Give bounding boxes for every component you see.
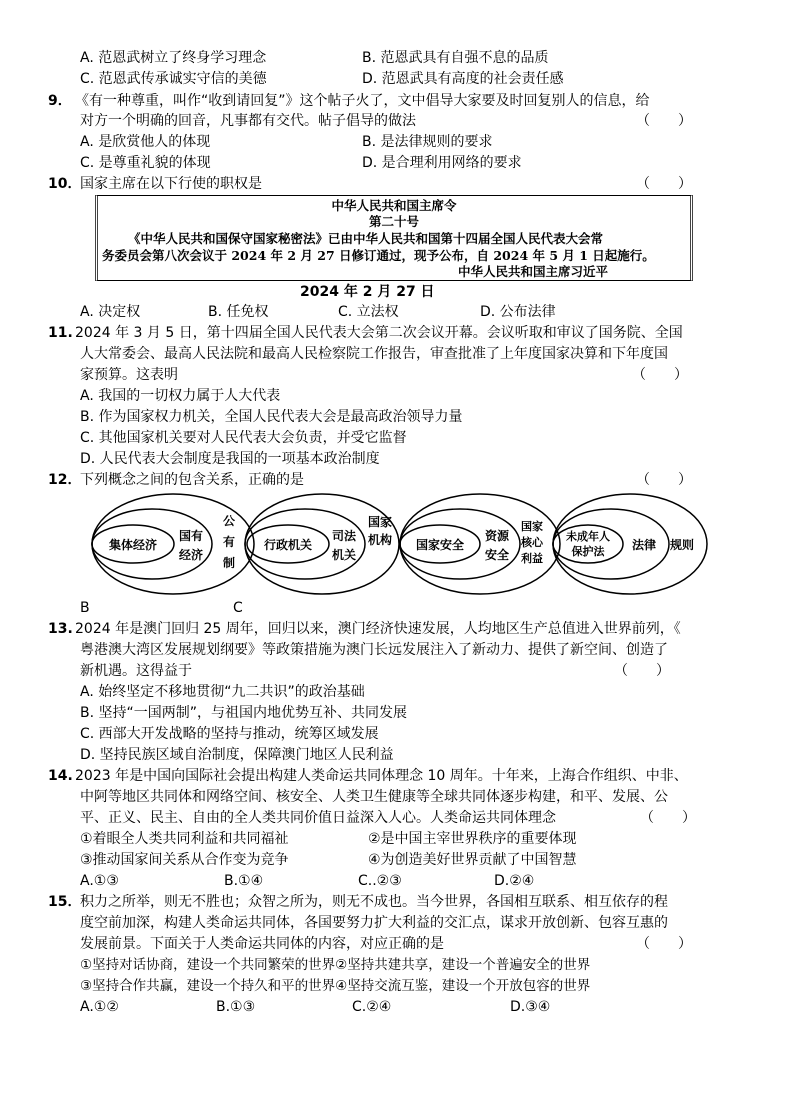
q9-number: 9． [48, 93, 72, 109]
decree-signature: 中华人民共和国主席习近平 [458, 264, 609, 279]
diagram-3 [400, 494, 560, 594]
q11-stem-line3: 家预算。这表明 [80, 367, 178, 383]
diagram-2-outer-label-a: 国家 [367, 515, 393, 529]
q15-option-c: C.②④ [352, 999, 392, 1015]
diagram-3-middle-label-a: 资源 [484, 529, 510, 543]
q14-number: 14. [48, 768, 73, 784]
q13-number: 13. [48, 621, 73, 637]
diagram-1-outer-label-b: 有 [222, 535, 236, 549]
q15-option-d: D.③④ [510, 999, 551, 1015]
q10-number: 10． [48, 176, 82, 192]
q9-stem-line1: 《有一种尊重，叫作“收到请回复”》这个帖子火了，文中倡导大家要及时回复别人的信息，给 [75, 93, 650, 109]
q9-option-c: C. 是尊重礼貌的体现 [80, 155, 211, 171]
q10-option-c: C. 立法权 [338, 304, 399, 320]
q13-option-c: C. 西部大开发战略的坚持与推动，统筹区域发展 [80, 726, 379, 742]
diagram-1 [92, 494, 254, 594]
q11-option-b: B. 作为国家权力机关，全国人民代表大会是最高政治领导力量 [80, 409, 463, 425]
q14-option-b: B.①④ [224, 873, 264, 889]
q15-option-a: A.①② [80, 999, 119, 1015]
q9-option-d: D. 是合理利用网络的要求 [362, 155, 522, 171]
q15-statements-1-2: ①坚持对话协商，建设一个共同繁荣的世界②坚持共建共享，建设一个普遍安全的世界 [80, 957, 591, 973]
diagram-4-middle-label: 法律 [631, 538, 657, 552]
q9-answer-blank: （ ） [636, 113, 692, 129]
diagram-4 [553, 494, 707, 594]
q15-number: 15． [48, 894, 82, 910]
diagram-2-outer-label-b: 机构 [367, 533, 393, 547]
q14-statement-2: ②是中国主宰世界秩序的重要体现 [368, 831, 577, 847]
diagram-3-outer-label-a: 国家 [521, 520, 543, 533]
q13-stem-line3: 新机遇。这得益于 [80, 663, 192, 679]
q11-number: 11. [48, 325, 73, 341]
diagram-3-outer-label-c: 利益 [521, 552, 543, 565]
q14-statement-3: ③推动国家间关系从合作变为竞争 [80, 852, 289, 868]
diagram-1-outer-label-c: 制 [222, 556, 236, 570]
q13-answer-blank: （ ） [614, 663, 670, 679]
diagram-3-inner-label: 国家安全 [415, 538, 465, 552]
q10-option-d: D. 公布法律 [480, 304, 556, 320]
q9-option-a: A. 是欣赏他人的体现 [80, 134, 211, 150]
q15-answer-blank: （ ） [636, 936, 692, 952]
diagram-1-middle-label-b: 经济 [178, 548, 204, 562]
diagram-2 [245, 494, 399, 594]
q15-option-b: B.①③ [216, 999, 256, 1015]
q14-option-c: C..②③ [358, 873, 402, 889]
q13-stem-line2: 粤港澳大湾区发展规划纲要》等政策措施为澳门长远发展注入了新动力、提供了新空间、创造了 [80, 642, 668, 658]
q8-option-a: A. 范恩武树立了终身学习理念 [80, 50, 267, 66]
diagram-3-outer-label-b: 核心 [521, 536, 543, 549]
decree-title: 中华人民共和国主席令 [331, 198, 457, 213]
q11-answer-blank: （ ） [632, 367, 688, 383]
q9-stem-line2: 对方一个明确的回音，凡事都有交代。帖子倡导的做法 [80, 113, 416, 129]
diagram-4-outer-label: 规则 [669, 538, 695, 552]
q8-option-b: B. 范恩武具有自强不息的品质 [362, 50, 549, 66]
q14-statement-4: ④为创造美好世界贡献了中国智慧 [368, 852, 577, 868]
q14-statement-1: ①着眼全人类共同利益和共同福祉 [80, 831, 289, 847]
q11-option-d: D. 人民代表大会制度是我国的一项基本政治制度 [80, 451, 380, 467]
q12-label-c: C [233, 600, 243, 616]
decree-body-line2: 务委员会第八次会议于 2024 年 2 月 27 日修订通过，现予公布，自 2024 年 5 月 1 日起施行。 [102, 248, 655, 263]
q10-answer-blank: （ ） [636, 176, 692, 192]
q10-option-b: B. 任免权 [208, 304, 269, 320]
q14-option-d: D.②④ [494, 873, 535, 889]
diagram-1-outer-label-a: 公 [222, 514, 236, 528]
diagram-1-middle-label-a: 国有 [178, 529, 204, 543]
diagram-4-inner-label-b: 保护法 [571, 545, 605, 558]
q10-stem: 国家主席在以下行使的职权是 [80, 176, 262, 192]
q9-option-b: B. 是法律规则的要求 [362, 134, 493, 150]
q12-stem: 下列概念之间的包含关系，正确的是 [80, 472, 304, 488]
q8-option-d: D. 范恩武具有高度的社会责任感 [362, 71, 564, 87]
q15-stem-line2: 度空前加深，构建人类命运共同体，各国要努力扩大利益的交汇点，谋求开放创新、包容互惠的 [80, 915, 668, 931]
diagram-3-middle-label-b: 安全 [484, 548, 510, 562]
diagram-1-inner-label: 集体经济 [108, 538, 158, 552]
q8-option-c: C. 范恩武传承诚实守信的美德 [80, 71, 267, 87]
q14-stem-line1: 2023 年是中国向国际社会提出构建人类命运共同体理念 10 周年。十年来，上海合作组织、中非、 [75, 768, 688, 784]
diagram-2-middle-label-b: 机关 [331, 548, 357, 562]
q11-stem-line2: 人大常委会、最高人民法院和最高人民检察院工作报告，审查批准了上年度国家决算和下年度国 [80, 346, 668, 362]
q12-answer-blank: （ ） [636, 472, 692, 488]
q14-answer-blank: （ ） [640, 810, 696, 826]
q10-option-a: A. 决定权 [80, 304, 141, 320]
q13-stem-line1: 2024 年是澳门回归 25 周年，回归以来，澳门经济快速发展，人均地区生产总值进入世界前列，《 [75, 621, 681, 637]
q15-stem-line1: 积力之所举，则无不胜也；众智之所为，则无不成也。当今世界，各国相互联系、相互依存的程 [80, 894, 668, 910]
q14-option-a: A.①③ [80, 873, 119, 889]
diagram-2-inner-label: 行政机关 [263, 538, 313, 552]
q12-number: 12． [48, 472, 82, 488]
q13-option-b: B. 坚持“一国两制”，与祖国内地优势互补、共同发展 [80, 705, 408, 721]
q15-statements-3-4: ③坚持合作共赢，建设一个持久和平的世界④坚持交流互鉴，建设一个开放包容的世界 [80, 978, 591, 994]
q10-decree-date: 2024 年 2 月 27 日 [300, 284, 435, 300]
q13-option-d: D. 坚持民族区域自治制度，保障澳门地区人民利益 [80, 747, 394, 763]
decree-number: 第二十号 [368, 214, 419, 229]
decree-body-line1: 《中华人民共和国保守国家秘密法》已由中华人民共和国第十四届全国人民代表大会常 [128, 231, 604, 246]
q12-label-b: B [80, 600, 90, 616]
q15-stem-line3: 发展前景。下面关于人类命运共同体的内容，对应正确的是 [80, 936, 444, 952]
q13-option-a: A. 始终坚定不移地贯彻“九二共识”的政治基础 [80, 684, 365, 700]
q11-option-a: A. 我国的一切权力属于人大代表 [80, 388, 281, 404]
diagram-4-inner-label-a: 未成年人 [566, 530, 610, 543]
q14-stem-line3: 平、正义、民主、自由的全人类共同价值日益深入人心。人类命运共同体理念 [80, 810, 556, 826]
diagram-2-middle-label-a: 司法 [331, 529, 357, 543]
q11-stem-line1: 2024 年 3 月 5 日，第十四届全国人民代表大会第二次会议开幕。会议听取和审议了国务院、全国 [75, 325, 683, 341]
q14-stem-line2: 中阿等地区共同体和网络空间、核安全、人类卫生健康等全球共同体逐步构建，和平、发展、公 [80, 789, 668, 805]
q11-option-c: C. 其他国家机关要对人民代表大会负责，并受它监督 [80, 430, 407, 446]
